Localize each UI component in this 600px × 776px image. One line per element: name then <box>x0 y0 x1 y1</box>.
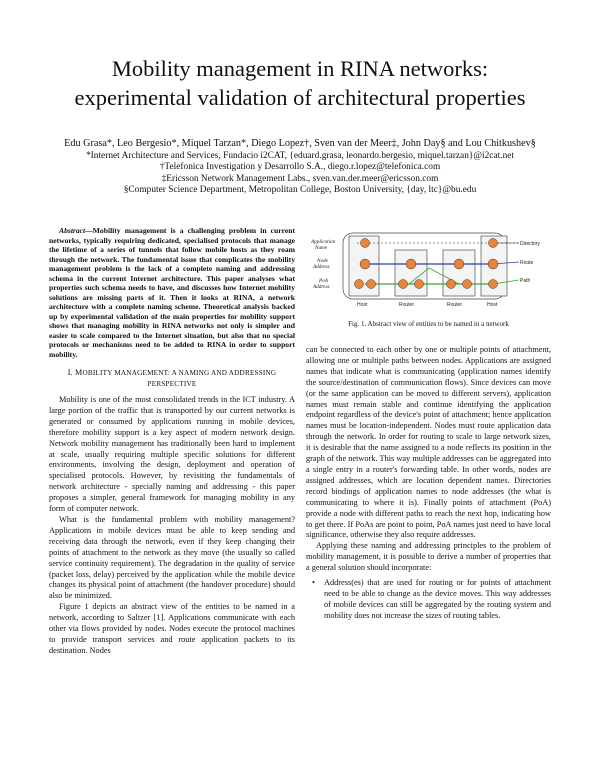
label-router-2: Router <box>447 302 463 308</box>
affiliation: *Internet Architecture and Services, Fundacio i2CAT, {eduard.grasa, leonardo.bergesio, miquel.tarzan}@i2cat.net <box>85 150 515 161</box>
paragraph: What is the fundamental problem with mobility management? Applications in mobile devices must be able to keep sending and receiving data through the network, even if they keep changing their points of attachment to the network as they move (the usually so called service continuity requirement). The degradation in the quality of service (packet loss, delay) perceived by the application while the mobile device changes its physical point of attachment (the handover procedure) should also be minimized. <box>49 514 295 601</box>
label-poa-address: PoA <box>319 278 328 284</box>
label-host-right: Host <box>487 302 498 308</box>
abstract-text: —Mobility management is a challenging problem in current networks, typically requiring dedicated, specialised protocols that manage the lifetime of a series of tunnels that follow mobile hosts as they roam through the network. The fundamental issue that complicates the mobility management problem is the lack of a complete naming and addressing schema in the current Internet architecture. This paper analyses what properties such schema needs to have, and discusses how Internet mobility solutions are missing parts of it. Then it looks at RINA, a network architecture with a complete naming scheme. Theoretical analysis backed up by experimental validation of the main properties for mobility support shows that managing mobility in RINA networks not only is simpler and easier to scale compared to the Internet situation, but also that no special protocols or mechanisms need to be added to RINA in order to support mobility. <box>49 226 295 359</box>
label-router-1: Router <box>399 302 415 308</box>
svg-text:Address: Address <box>313 264 330 270</box>
paragraph: Figure 1 depicts an abstract view of the entities to be named in a network, according to Saltzer [1]. Applications communicate with each other via flows provided by nodes. Nodes execute the protocol machines to provide transport services and route application packets to its destination. Nodes <box>49 602 295 655</box>
address-node <box>454 259 464 269</box>
paragraph: Applying these naming and addressing principles to the problem of mobility management, it is possible to derive a number of properties that a general solution should incorporate: <box>306 541 551 573</box>
address-node <box>406 259 416 269</box>
right-column <box>306 345 551 622</box>
paragraph: Mobility is one of the most consolidated trends in the ICT industry. A large portion of the traffic that is transported by our current networks is generated or consumed by applications running in mobile devices, therefore mobility support is a key aspect of modern network design. Network mobility management has traditionally been hard to implement at scale, usually requiring multiple specific solutions for different environments, involving the design, deployment and operation of specialised protocols. However, by revisiting the fundamentals of network architecture - specially naming and addressing - this paper proposes a simpler, general framework for managing mobility in any form of computer network. <box>49 395 295 514</box>
title-line-2: experimental validation of architectural properties <box>74 85 526 110</box>
router-2-box <box>443 250 475 296</box>
poa-node <box>463 280 472 289</box>
left-column <box>49 226 295 657</box>
affiliation: §Computer Science Department, Metropolitan College, Boston University, {day, ltc}@bu.edu <box>123 185 477 195</box>
list-item: • Address(es) that are used for routing or for points of attachment need to be able to change as the device moves. This way addresses of mobile devices can still be aggregated by the routing system and mobility does not increase the sizes of routing tables. <box>312 578 551 620</box>
paragraph: can be connected to each other by one or multiple points of attachment, allowing one or multiple paths between nodes. Applications are assigned names that indicate what is communicating (application names identify the source/destination of communication flows). Since devices can move (or the same application can be moved to different servers), application names must remain stable and continue identifying the application endpoint regardless of the device's point of attachment; hence application names must be location-independent. Nodes must route application data through the network. In order for routing to scale to large network sizes, it is desirable that the name assigned to a node reflects its position in the graph of the network. This way multiple addresses can be aggregated into a single entry in a router's forwarding table. In other words, nodes are assigned addresses, which are location dependent names. Directories record bindings of application names to node addresses (the what is communicating to where it is). Finally points of attachment (PoA) provide a node with different paths to reach the next hop, indicating how to get there. If PoAs are point to point, PoA names just need to have local significance, otherwise they also require addresses. <box>306 345 551 540</box>
poa-node <box>399 280 408 289</box>
poa-node <box>367 280 376 289</box>
svg-text:Name: Name <box>315 245 328 251</box>
author-names: Edu Grasa*, Leo Bergesio*, Miquel Tarzan*, Diego Lopez†, Sven van der Meer‡, John Day§ and Lou Chitkushev§ <box>64 138 536 149</box>
abstract-lead: Abstract <box>59 226 86 235</box>
label-host-left: Host <box>357 302 368 308</box>
svg-text:Address: Address <box>313 284 330 290</box>
address-node <box>360 259 370 269</box>
author-block <box>20 138 580 197</box>
app-node <box>361 239 370 248</box>
label-directory: Directory <box>520 241 541 247</box>
section-heading: I. MOBILITY MANAGEMENT: A NAMING AND ADDRESSING PERSPECTIVE <box>67 368 277 388</box>
affiliation: ‡Ericsson Network Management Labs., sven.van.der.meer@ericsson.com <box>161 173 439 184</box>
label-path: Path <box>520 278 531 284</box>
figure-caption: Fig. 1. Abstract view of entities to be named in a network <box>348 320 509 328</box>
poa-node <box>415 280 424 289</box>
abstract <box>49 226 295 359</box>
poa-node <box>447 280 456 289</box>
paper-title <box>30 54 570 112</box>
affiliation: †Telefonica Investigation y Desarrollo S.A., diego.r.lopez@telefonica.com <box>159 162 441 172</box>
title-line-1: Mobility management in RINA networks: <box>111 56 489 81</box>
poa-node <box>355 280 364 289</box>
figure-1-diagram <box>309 228 549 348</box>
app-node <box>489 239 498 248</box>
label-app-name: Application <box>311 239 336 245</box>
address-node <box>488 259 498 269</box>
label-node-address: Node <box>317 258 328 264</box>
label-route: Route <box>520 260 534 266</box>
bullet-icon: • <box>312 578 315 588</box>
poa-node <box>489 280 498 289</box>
